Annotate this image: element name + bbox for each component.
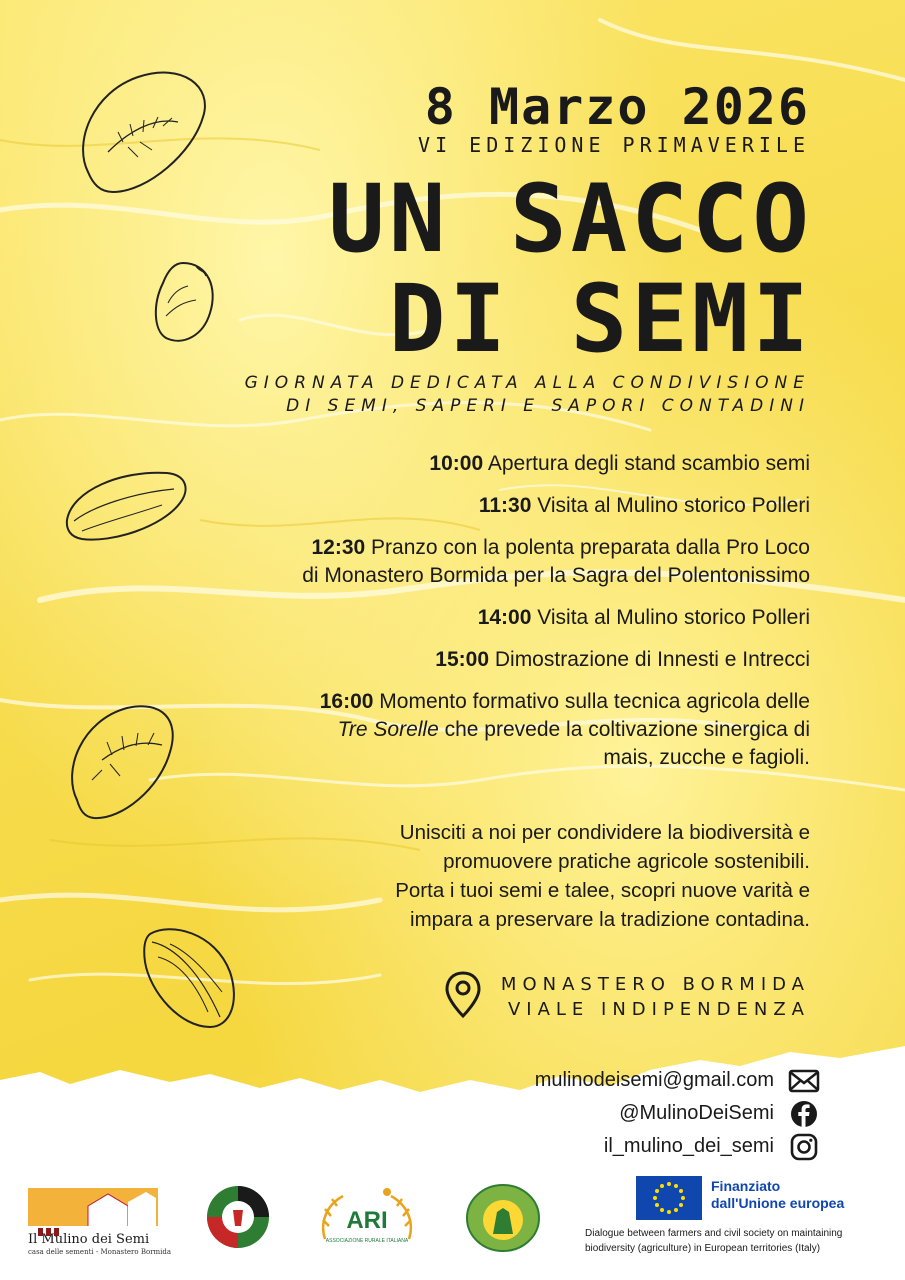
bean-seed-illustration: [68, 62, 218, 202]
eu-funding-line-1: Finanziato: [711, 1178, 781, 1194]
ari-logo-subtitle: ASSOCIAZIONE RURALE ITALIANA: [325, 1238, 409, 1244]
instagram-handle[interactable]: il_mulino_dei_semi: [603, 1135, 774, 1157]
cta-line-1: Unisciti a noi per condividere la biodiversità e: [399, 821, 810, 844]
edition-label: VI EDIZIONE PRIMAVERILE: [418, 133, 810, 157]
ari-logo: [315, 1184, 419, 1250]
project-description: [585, 1226, 885, 1256]
facebook-handle[interactable]: @MulinoDeiSemi: [619, 1102, 774, 1124]
tagline-line-2: DI SEMI, SAPERI E SAPORI CONTADINI: [286, 396, 810, 416]
program-time: 14:00: [477, 606, 532, 629]
contacts: [535, 1064, 820, 1163]
email-address[interactable]: mulinodeisemi@gmail.com: [534, 1069, 774, 1091]
event-location: [501, 972, 810, 1022]
program-item: [150, 534, 810, 590]
cta-line-3: Porta i tuoi semi e talee, scopri nuove varità e: [395, 879, 810, 902]
mulino-logo-subtitle: casa delle sementi - Monastero Bormida: [28, 1248, 172, 1256]
title-line-2: DI SEMI: [388, 265, 813, 374]
program-time: 12:30: [311, 536, 366, 559]
program-item: [150, 492, 810, 520]
program-text-italic: Tre Sorelle: [337, 718, 439, 741]
program-text: Visita al Mulino storico Polleri: [537, 494, 810, 517]
program-text: Visita al Mulino storico Polleri: [537, 606, 810, 629]
facebook-icon: [788, 1098, 820, 1130]
program-text: Momento formativo sulla tecnica agricola delle: [379, 690, 810, 713]
call-to-action: [190, 818, 810, 934]
map-pin-icon: [443, 970, 483, 1020]
title-line-1: UN SACCO: [328, 165, 813, 274]
contact-instagram[interactable]: [535, 1130, 820, 1163]
program-text-cont: di Monastero Bormida per la Sagra del Polentonissimo: [302, 564, 810, 587]
eu-funding-label: [711, 1178, 844, 1212]
contact-facebook[interactable]: [535, 1097, 820, 1130]
cta-line-2: promuovere pratiche agricole sostenibili.: [443, 850, 810, 873]
ari-logo-text: ARI: [346, 1207, 388, 1234]
via-campesina-logo: [463, 1182, 543, 1254]
program-item: [150, 604, 810, 632]
cta-line-4: impara a preservare la tradizione contadina.: [410, 908, 810, 931]
envelope-icon: [788, 1065, 820, 1097]
program-text-cont-2: mais, zucche e fagioli.: [603, 746, 810, 769]
farmers-association-logo: [205, 1184, 271, 1250]
instagram-icon: [788, 1131, 820, 1163]
program-time: 15:00: [435, 648, 490, 671]
mulino-logo-name: Il Mulino dei Semi: [28, 1232, 150, 1247]
project-description-line-1: Dialogue between farmers and civil society on maintaining: [585, 1228, 843, 1239]
program-item: [150, 688, 810, 772]
tagline-line-1: GIORNATA DEDICATA ALLA CONDIVISIONE: [244, 373, 810, 393]
program-schedule: [150, 450, 810, 786]
squash-seed-illustration: [148, 258, 223, 348]
program-time: 11:30: [478, 494, 532, 517]
location-street: VIALE INDIPENDENZA: [507, 999, 810, 1020]
event-title: [328, 165, 813, 374]
event-date: 8 Marzo 2026: [424, 78, 810, 136]
location-town: MONASTERO BORMIDA: [500, 974, 810, 995]
program-text: Apertura degli stand scambio semi: [487, 452, 810, 475]
program-time: 16:00: [319, 690, 374, 713]
eu-flag: [636, 1176, 702, 1220]
squash-seed-illustration-2: [140, 922, 240, 1032]
program-item: [150, 450, 810, 478]
program-item: [150, 646, 810, 674]
contact-email[interactable]: [535, 1064, 820, 1097]
partner-logos: [0, 1170, 905, 1280]
project-description-line-2: biodiversity (agriculture) in European territories (Italy): [585, 1243, 821, 1254]
program-text: Dimostrazione di Innesti e Intrecci: [494, 648, 810, 671]
program-time: 10:00: [429, 452, 484, 475]
program-text: Pranzo con la polenta preparata dalla Pro Loco: [371, 536, 810, 559]
tagline: [245, 372, 810, 418]
program-text-cont: che prevede la coltivazione sinergica di: [444, 718, 810, 741]
eu-funding-line-2: dall'Unione europea: [711, 1195, 845, 1211]
